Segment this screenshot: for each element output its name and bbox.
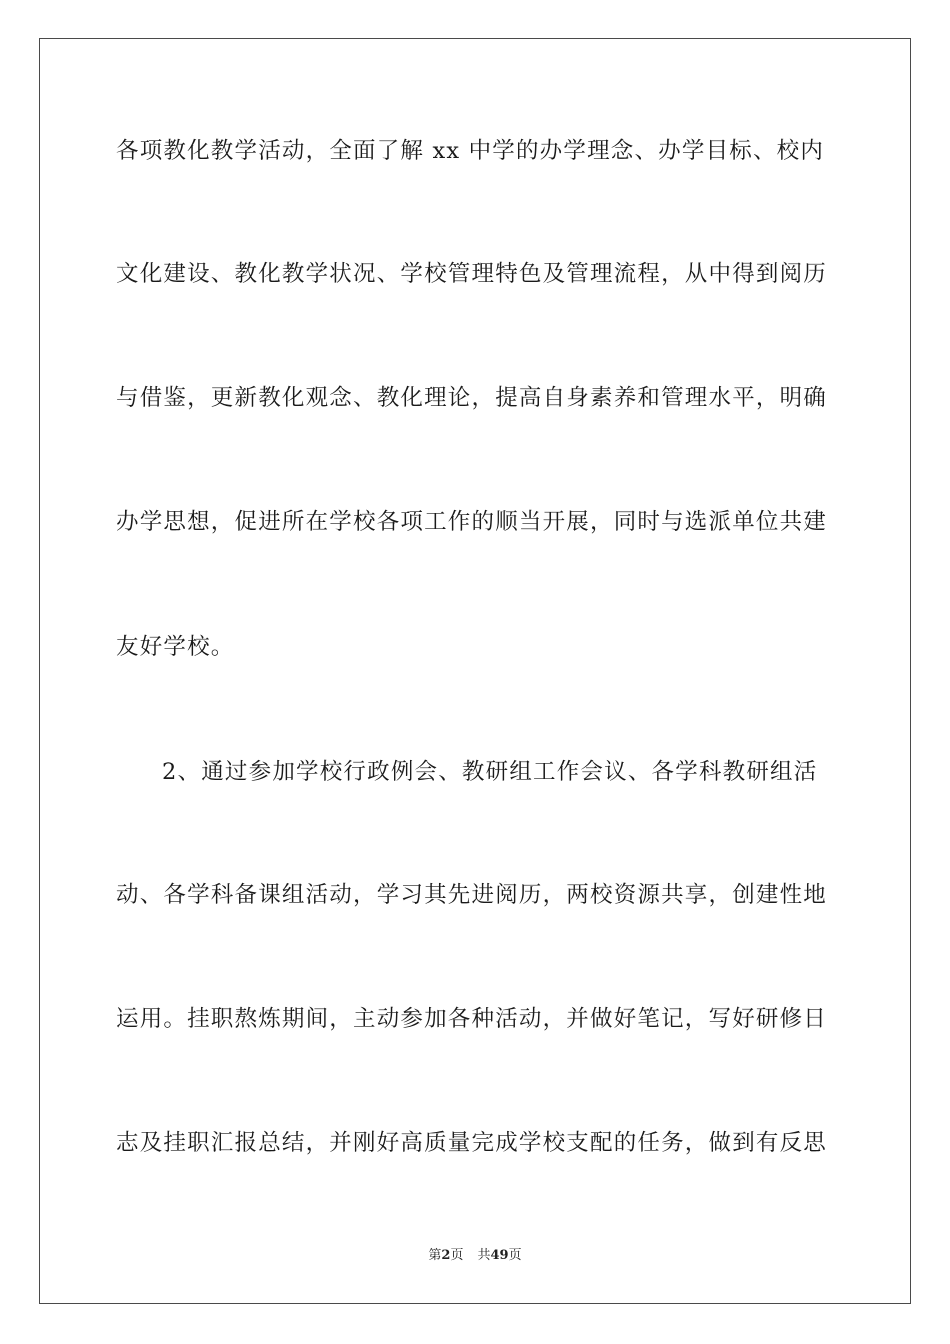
page-footer: [0, 1247, 950, 1265]
total-prefix: 共: [477, 1248, 491, 1263]
body-line-4: 办学思想，促进所在学校各项工作的顺当开展，同时与选派单位共建: [116, 509, 828, 535]
body-line-1: 各项教化教学活动，全面了解 xx 中学的办学理念、办学目标、校内: [116, 138, 825, 164]
body-line-8: 运用。挂职熬炼期间，主动参加各种活动，并做好笔记，写好研修日: [116, 1006, 828, 1032]
page-prefix: 第: [428, 1248, 442, 1263]
total-page-count: 49: [490, 1248, 509, 1263]
page-border: [39, 38, 911, 1304]
body-line-3: 与借鉴，更新教化观念、教化理论，提高自身素养和管理水平，明确: [116, 385, 828, 411]
body-line-7: 动、各学科备课组活动，学习其先进阅历，两校资源共享，创建性地: [116, 882, 828, 908]
body-line-5: 友好学校。: [116, 634, 235, 660]
body-line-9: 志及挂职汇报总结，并刚好高质量完成学校支配的任务，做到有反思: [116, 1130, 828, 1156]
body-line-2: 文化建设、教化教学状况、学校管理特色及管理流程，从中得到阅历: [116, 261, 828, 287]
current-page-number: 2: [441, 1248, 451, 1263]
page-suffix: 页: [450, 1248, 464, 1263]
body-line-6: 2、通过参加学校行政例会、教研组工作会议、各学科教研组活: [162, 759, 818, 785]
total-suffix: 页: [508, 1248, 522, 1263]
